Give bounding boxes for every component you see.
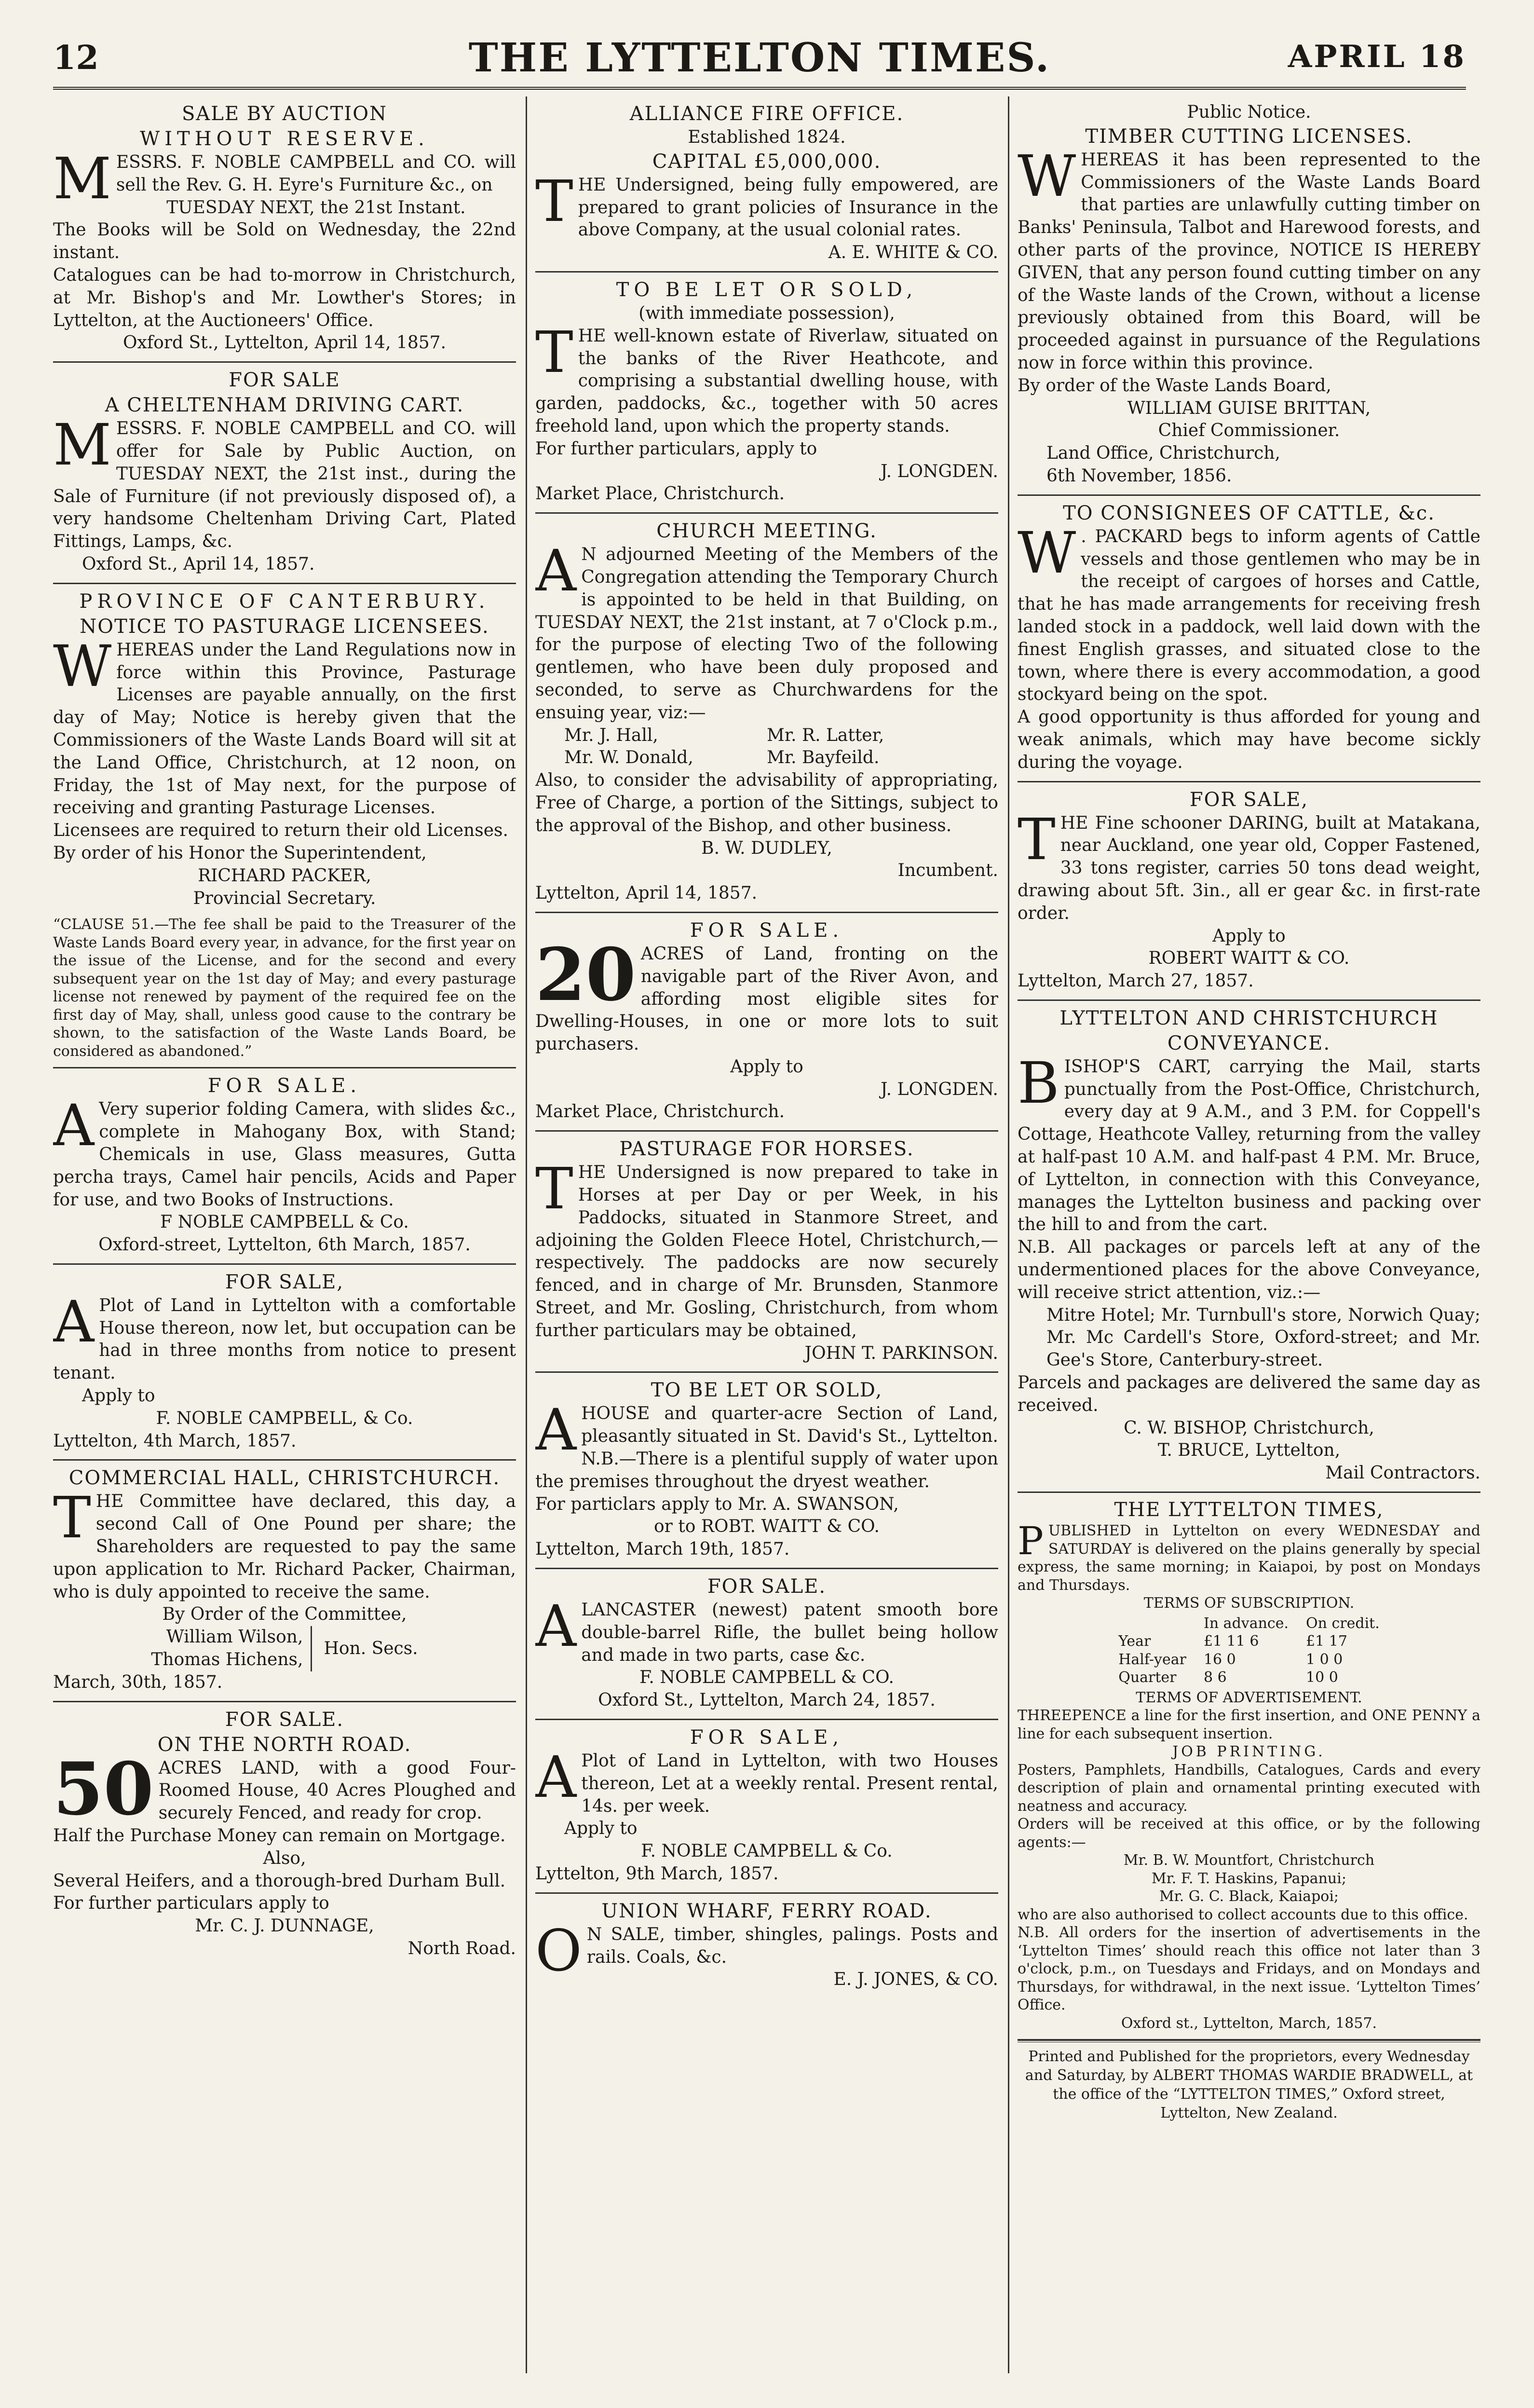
ad-dateline: Lyttelton, 9th March, 1857. [535, 1864, 779, 1884]
ad-signature: J. LONGDEN. [881, 1079, 998, 1099]
ad-dateline: 6th November, 1856. [1046, 465, 1232, 486]
ad-cattle-consignees [1018, 496, 1480, 782]
drop-cap: W [53, 632, 112, 699]
ad-heading: Public Notice. [1187, 102, 1311, 122]
newspaper-title: THE LYTTELTON TIMES. [468, 35, 1051, 81]
ad-body: HE Undersigned, being fully empowered, are prepared to grant policies of Insurance in the above Company, at the usual colonial rates. [578, 175, 998, 240]
ad-body: HEREAS under the Land Regulations now in force within this Province, Pasturage Licenses are payable annually, on the first day of May; Notice is hereby given that the Commissioners of the Waste Lands Board will sit at the Land Office, Christchurch, at 12 noon, on Friday, the 1st of May next, for the purpose of receiving and granting Pasturage Licenses. [53, 640, 516, 818]
drop-cap: W [1018, 142, 1076, 209]
ad-dateline: Lyttelton, March 19th, 1857. [535, 1539, 790, 1560]
ad-body: Very superior folding Camera, with slides &c., complete in Mahogany Box, with Stand; Chemicals in use, Glass measures, Gutta percha trays, Camel hair pencils, Acids and Paper for use, and two Books of Instructions. [53, 1099, 516, 1210]
table-cell: 1 0 0 [1306, 1651, 1343, 1668]
ad-signature: B. W. DUDLEY, [701, 838, 832, 858]
ad-body: ESSRS. F. NOBLE CAMPBELL and CO. will sell the Rev. G. H. Eyre's Furniture &c., on [116, 152, 516, 195]
ad-heading: ALLIANCE FIRE OFFICE. [629, 103, 904, 125]
drop-cap: T [535, 318, 573, 385]
table-cell: Year [1118, 1633, 1151, 1650]
ad-subheading: CAPITAL £5,000,000. [652, 150, 882, 173]
ad-body: . PACKARD begs to inform agents of Cattle vessels and those gentlemen who may be in the receipt of cargoes of horses and Cattle, that he has made arrangements for receiving fresh landed stock in a paddock, well laid down with the finest English grasses, and situated close to the town, where there is every accommodation, a good stockyard being on the spot. [1018, 526, 1480, 705]
ad-body: HE well-known estate of Riverlaw, situated on the banks of the River Heathcote, and comprising a substantial dwelling house, with garden, paddocks, &c., together with 50 acres freehold land, upon which the property stands. [535, 326, 998, 436]
ad-body: ACRES of Land, fronting on the navigable part of the River Avon, and affording most eligible sites for Dwelling-Houses, in one or more lots to suit purchasers. [535, 944, 998, 1054]
ad-body: LANCASTER (newest) patent smooth bore double-barrel Rifle, the bullet being hollow and made in two parts, case &c. [581, 1600, 998, 1665]
table-row [1110, 1669, 1388, 1687]
ad-signature: A. E. WHITE & CO. [828, 243, 998, 263]
table-header-row [1110, 1614, 1388, 1633]
secretaries [53, 1626, 516, 1671]
drop-cap: T [1018, 806, 1056, 873]
ad-line: TUESDAY NEXT, the 21st Instant. [166, 197, 466, 218]
terms-heading: TERMS OF ADVERTISEMENT. [1136, 1689, 1362, 1706]
drop-cap: A [53, 1092, 95, 1159]
ad-riverlaw [535, 273, 998, 514]
page-number: 12 [53, 39, 99, 77]
ad-body: Also, to consider the advisability of appropriating, Free of Charge, a portion of the Sittings, subject to the approval of the Bishop, and other business. [535, 770, 998, 835]
ad-heading: FOR SALE, [225, 1271, 344, 1293]
drop-cap: T [53, 1484, 91, 1551]
ad-body: N.B. All packages or parcels left at any of the undermentioned places for the above Conveyance, will receive strict attention, viz.:— [1018, 1237, 1480, 1302]
ad-dateline: Market Place, Christchurch. [535, 484, 785, 504]
ad-rifle-sale [535, 1569, 998, 1720]
ad-body: The Books will be Sold on Wednesday, the 22nd instant. [53, 220, 516, 263]
ad-heading: FOR SALE, [690, 1726, 844, 1749]
ad-signature: F. NOBLE CAMPBELL, & Co. [156, 1408, 413, 1428]
ad-subheading: TIMBER CUTTING LICENSES. [1085, 125, 1413, 148]
ad-signature: RICHARD PACKER, [198, 865, 371, 886]
candidate: Mr. W. Donald, [564, 748, 693, 768]
ad-body: N SALE, timber, shingles, palings. Posts and rails. Coals, &c. [586, 1924, 998, 1967]
ad-body: Half the Purchase Money can remain on Mortgage. [53, 1826, 506, 1846]
ad-camera-sale [53, 1068, 516, 1265]
ad-dateline: Oxford-street, Lyttelton, 6th March, 1857. [98, 1235, 471, 1255]
ad-subheading: A CHELTENHAM DRIVING CART. [105, 394, 464, 417]
ad-dateline: Lyttelton, March 27, 1857. [1018, 971, 1254, 991]
drop-cap: M [53, 145, 111, 212]
drop-cap: W [1018, 519, 1076, 586]
ad-heading: FOR SALE. [690, 919, 844, 942]
ad-dateline: Oxford St., April 14, 1857. [82, 554, 315, 574]
ad-body: UBLISHED in Lyttelton on every WEDNESDAY and SATURDAY is delivered on the plains generally by special express, the same morning; in Kaiapoi, by post on Mondays and Thursdays. [1018, 1522, 1480, 1594]
ad-body: or to ROBT. WAITT & CO. [653, 1517, 880, 1537]
ad-union-wharf [535, 1894, 998, 1998]
table-header: On credit. [1306, 1614, 1380, 1632]
ad-signature: F NOBLE CAMPBELL & Co. [160, 1212, 409, 1232]
drop-cap: P [1018, 1519, 1044, 1564]
table-cell: £1 17 [1306, 1633, 1347, 1650]
ad-conveyance [1018, 1001, 1480, 1493]
ad-body: Orders will be received at this office, or by the following agents:— [1018, 1816, 1480, 1851]
ad-heading: COMMERCIAL HALL, CHRISTCHURCH. [68, 1467, 501, 1490]
terms-heading: TERMS OF SUBSCRIPTION. [1143, 1595, 1355, 1612]
ad-house-let-or-sold [535, 1373, 998, 1569]
ad-pasturage-licensees [53, 584, 516, 1069]
ad-dateline: Lyttelton, April 14, 1857. [535, 883, 758, 903]
ad-body: HEREAS it has been represented to the Commissioners of the Waste Lands Board that parties are unlawfully cutting timber on Banks' Peninsula, Talbot and Harewood forests, and other parts of the province, NOTICE IS HEREBY GIVEN, that any person found cutting timber on any of the Waste lands of the Crown, without a license previously obtained from this Board, will be proceeded against in pursuance of the Regulations now in force within this province. [1018, 150, 1480, 373]
ad-signature: E. J. JONES, & CO. [833, 1970, 998, 1990]
ad-subheading: Established 1824. [688, 127, 846, 147]
ad-body: Licensees are required to return their old Licenses. [53, 821, 508, 841]
drop-cap: T [535, 167, 573, 234]
table-cell: 8 6 [1203, 1669, 1227, 1686]
ad-signature-title: Mail Contractors. [1325, 1463, 1480, 1483]
ad-body: THREEPENCE a line for the first insertion, and ONE PENNY a line for each subsequent insertion. [1018, 1707, 1480, 1742]
ad-heading: TO BE LET OR SOLD, [616, 278, 918, 301]
drop-cap: T [535, 1155, 573, 1222]
ad-alliance-fire [535, 96, 998, 273]
ad-signature: T. BRUCE, Lyttelton, [1157, 1440, 1341, 1461]
column-2 [535, 96, 998, 2373]
ad-heading: FOR SALE. [225, 1708, 344, 1731]
ad-heading: TO BE LET OR SOLD, [651, 1379, 883, 1402]
table-cell: £1 11 6 [1203, 1633, 1259, 1650]
ad-plot-of-land [53, 1265, 516, 1461]
ad-body: By order of his Honor the Superintendent, [53, 843, 427, 863]
ad-subheading: ON THE NORTH ROAD. [157, 1733, 412, 1756]
ad-body: Posters, Pamphlets, Handbills, Catalogues, Cards and every description of plain and ornamental printing executed with neatness and accuracy. [1018, 1761, 1480, 1815]
drop-cap: A [535, 1396, 577, 1464]
ad-heading: FOR SALE. [207, 1075, 362, 1097]
agent: Mr. G. C. Black, Kaiapoi; [1159, 1888, 1339, 1905]
ad-heading: CHURCH MEETING. [656, 520, 877, 543]
ad-signature: C. W. BISHOP, Christchurch, [1124, 1418, 1374, 1438]
drop-cap: A [535, 537, 577, 604]
drop-cap: A [53, 1288, 95, 1355]
ad-heading: PASTURAGE FOR HORSES. [619, 1138, 914, 1161]
table-cell: Quarter [1118, 1669, 1177, 1686]
issue-date: APRIL 18 [1288, 39, 1466, 75]
ad-body: ACRES LAND, with a good Four-Roomed House, 40 Acres Ploughed and securely Fenced, and ready for crop. [158, 1758, 516, 1823]
ad-timber-cutting [1018, 96, 1480, 496]
ad-north-road [53, 1702, 516, 1967]
ad-heading: PROVINCE OF CANTERBURY. [79, 590, 490, 613]
ad-subheading: WITHOUT RESERVE. [140, 128, 429, 150]
ad-signature-title: Incumbent. [897, 861, 998, 881]
ad-heading: UNION WHARF, FERRY ROAD. [601, 1900, 932, 1922]
ad-body: By order of the Waste Lands Board, [1018, 375, 1331, 396]
imprint-footer: Printed and Published for the proprietors, every Wednesday and Saturday, by ALBERT THOMAS WARDIE BRADWELL, at the office of the “LYTTELTON TIMES,” Oxford street, Lyttelton, New Zealand. [1018, 2040, 1480, 2122]
ad-body: HE Undersigned is now prepared to take in Horses at per Day or per Week, in his Paddocks, situated in Stanmore Street, and adjoining the Golden Fleece Hotel, Christchurch,—respectively. The paddocks are now securely fenced, and in charge of Mr. Brunsden, Stanmore Street, and Mr. Gosling, Christchurch, from whom further particulars may be obtained, [535, 1163, 998, 1341]
drop-cap: A [535, 1593, 577, 1660]
drop-cap: O [535, 1917, 582, 1984]
ad-body: N adjourned Meeting of the Members of the Congregation attending the Temporary Church is appointed to be held in that Building, on TUESDAY NEXT, the 21st instant, at 7 o'Clock p.m., for the purpose of electing Two of the following gentlemen, who have been duly proposed and seconded, to serve as Churchwardens for the ensuing year, viz:— [535, 545, 998, 723]
ad-body: Apply to [730, 1056, 803, 1077]
ad-body: HE Fine schooner DARING, built at Matakana, near Auckland, one year old, Copper Fastened, 33 tons register, carries 50 tons dead weight, drawing about 5ft. 3in., all er gear &c. in first-rate order. [1018, 813, 1480, 923]
agent: Mr. B. W. Mountfort, Christchurch [1123, 1852, 1375, 1869]
ad-signature-place: North Road. [407, 1939, 516, 1959]
ad-body: Several Heifers, and a thorough-bred Durham Bull. [53, 1871, 506, 1891]
candidate: Mr. R. Latter, [767, 725, 884, 745]
ad-signature: JOHN T. PARKINSON. [804, 1343, 998, 1363]
ad-signature: By Order of the Committee, [162, 1604, 407, 1625]
ad-body: Parcels and packages are delivered the same day as received. [1018, 1373, 1480, 1415]
masthead [53, 29, 1466, 90]
column-rule [1008, 96, 1009, 2373]
drop-cap: M [53, 411, 111, 479]
ad-signature: WILLIAM GUISE BRITTAN, [1127, 398, 1371, 418]
ad-dateline: Lyttelton, 4th March, 1857. [53, 1431, 297, 1451]
ad-signature-title: Chief Commissioner. [1158, 421, 1340, 441]
ad-body: For further particulars, apply to [535, 438, 817, 459]
ad-church-meeting [535, 514, 998, 913]
ad-body: ISHOP'S CART, carrying the Mail, starts punctually from the Post-Office, Christchurch, every day at 9 A.M., and 3 P.M. for Coppell's Cottage, Heathcote Valley, returning from the valley at half-past 10 A.M. and half-past 4 P.M. Mr. Bruce, of Lyttelton, in connection with this Conveyance, manages the Lyttelton business and packing over the hill to and from the cart. [1018, 1056, 1480, 1235]
ad-body: HE Committee have declared, this day, a second Call of One Pound per share; the Shareholders are requested to pay the same upon application to Mr. Richard Packer, Chairman, who is duly appointed to receive the same. [53, 1491, 516, 1602]
ad-body: Apply to [564, 1819, 638, 1839]
big-number: 20 [535, 932, 636, 1017]
ad-body: For further particulars apply to [53, 1893, 329, 1914]
secretaries-title: Hon. Secs. [324, 1638, 418, 1658]
table-row [1110, 1632, 1388, 1651]
column-1 [53, 96, 516, 2373]
ad-land-two-houses [535, 1720, 998, 1894]
drop-cap: A [535, 1744, 577, 1811]
column-3 [1018, 96, 1480, 2373]
candidate: Mr. J. Hall, [564, 725, 658, 745]
secretary-name: Thomas Hichens, [151, 1650, 303, 1670]
ad-body: Catalogues can be had to-morrow in Christchurch, at Mr. Bishop's and Mr. Lowther's Stores; in Lyttelton, at the Auctioneers' Office. [53, 265, 516, 330]
secretary-name: William Wilson, [166, 1627, 303, 1647]
ad-body: A good opportunity is thus afforded for young and weak animals, which may have become sickly during the voyage. [1018, 707, 1480, 772]
ad-clause: “CLAUSE 51.—The fee shall be paid to the Treasurer of the Waste Lands Board every year, in advance, for the first year on the issue of the License, and for the second and every subsequent year on the 1st day of May; and every pasturage license not renewed by payment of the required fee on the first day of May, shall, unless good cause to the contrary be shown, to the satisfaction of the Waste Lands Board, be considered as abandoned.” [53, 916, 516, 1060]
big-number: 50 [53, 1746, 154, 1832]
ad-dateline: Market Place, Christchurch. [535, 1102, 785, 1122]
drop-cap: B [1018, 1049, 1059, 1116]
ad-dateline: Land Office, Christchurch, [1046, 443, 1280, 464]
table-header: In advance. [1203, 1614, 1289, 1632]
ad-heading: TO CONSIGNEES OF CATTLE, &c. [1063, 502, 1435, 524]
candidate: Mr. Bayfeild. [767, 748, 880, 768]
ad-body: ESSRS. F. NOBLE CAMPBELL and CO. will offer for Sale by Public Auction, on TUESDAY NEXT, the 21st inst., during the Sale of Furniture (if not previously disposed of), a very handsome Cheltenham Driving Cart, Plated Fittings, Lamps, &c. [53, 419, 516, 552]
terms-heading: JOB PRINTING. [1172, 1743, 1326, 1761]
ad-signature-title: Provincial Secretary. [193, 888, 376, 908]
ad-subheading: (with immediate possession), [638, 303, 895, 323]
ad-dateline: Oxford St., Lyttelton, April 14, 1857. [122, 333, 447, 353]
ad-body: HOUSE and quarter-acre Section of Land, pleasantly situated in St. David's St., Lyttelton. N.B.—There is a plentiful supply of water upon the premises throughout the dryest weather. [535, 1404, 998, 1491]
table-row [1110, 1651, 1388, 1669]
subscription-table [1110, 1614, 1388, 1687]
ad-body: Plot of Land in Lyttelton with a comfortable House thereon, now let, but occupation can be had in three months from notice to present tenant. [53, 1295, 516, 1383]
ad-body: Mitre Hotel; Mr. Turnbull's store, Norwich Quay; Mr. Mc Cardell's Store, Oxford-street; and Mr. Gee's Store, Canterbury-street. [1046, 1305, 1480, 1370]
ad-dateline: Oxford St., Lyttelton, March 24, 1857. [598, 1690, 936, 1710]
ad-body: N.B. All orders for the insertion of advertisements in the ‘Lyttelton Times’ should reach this office not later than 3 o'clock, p.m., on Tuesdays and Fridays, and on Mondays and Thursdays, for withdrawal, in the next issue. ‘Lyttelton Times’ Office. [1018, 1924, 1480, 2014]
ad-dateline: March, 30th, 1857. [53, 1672, 223, 1692]
table-cell: Half-year [1118, 1651, 1186, 1668]
ad-lyttelton-times-terms [1018, 1493, 1480, 2040]
ad-sale-by-auction [53, 96, 516, 363]
ad-heading: THE LYTTELTON TIMES, [1114, 1499, 1384, 1521]
ad-heading: FOR SALE [229, 369, 340, 392]
ad-body: Also, [263, 1848, 306, 1868]
table-cell: 10 0 [1306, 1669, 1338, 1686]
ad-heading: LYTTELTON AND CHRISTCHURCH [1059, 1007, 1439, 1029]
ad-dateline: Oxford st., Lyttelton, March, 1857. [1121, 2014, 1377, 2032]
ad-schooner-daring [1018, 782, 1480, 1001]
ad-body: Apply to [1212, 926, 1286, 946]
ad-signature: ROBERT WAITT & CO. [1148, 948, 1350, 969]
ad-pasturage-horses [535, 1132, 998, 1373]
ad-signature: F. NOBLE CAMPBELL & Co. [641, 1841, 893, 1861]
ad-signature: F. NOBLE CAMPBELL & CO. [639, 1668, 894, 1688]
ad-body: For particlars apply to Mr. A. SWANSON, [535, 1494, 899, 1514]
candidate-list [535, 725, 998, 770]
ad-heading: SALE BY AUCTION [181, 103, 388, 125]
ad-commercial-hall [53, 1461, 516, 1702]
ad-body: who are also authorised to collect accounts due to this office. [1018, 1906, 1468, 1923]
ad-heading: FOR SALE. [707, 1575, 827, 1598]
ad-signature: J. LONGDEN. [881, 461, 998, 481]
ad-heading: FOR SALE, [1189, 788, 1309, 811]
ad-signature: Mr. C. J. DUNNAGE, [195, 1916, 374, 1936]
table-cell: 16 0 [1203, 1651, 1236, 1668]
ad-body: Apply to [82, 1386, 155, 1406]
ad-subheading: NOTICE TO PASTURAGE LICENSEES. [80, 615, 489, 638]
agent: Mr. F. T. Haskins, Papanui; [1152, 1870, 1346, 1887]
ad-subheading: CONVEYANCE. [1167, 1032, 1331, 1054]
ad-body: Plot of Land in Lyttelton, with two Houses thereon, Let at a weekly rental. Present rental, 14s. per week. [581, 1751, 998, 1816]
ad-twenty-acres [535, 913, 998, 1132]
column-rule [526, 96, 527, 2373]
ad-cheltenham-cart [53, 363, 516, 584]
